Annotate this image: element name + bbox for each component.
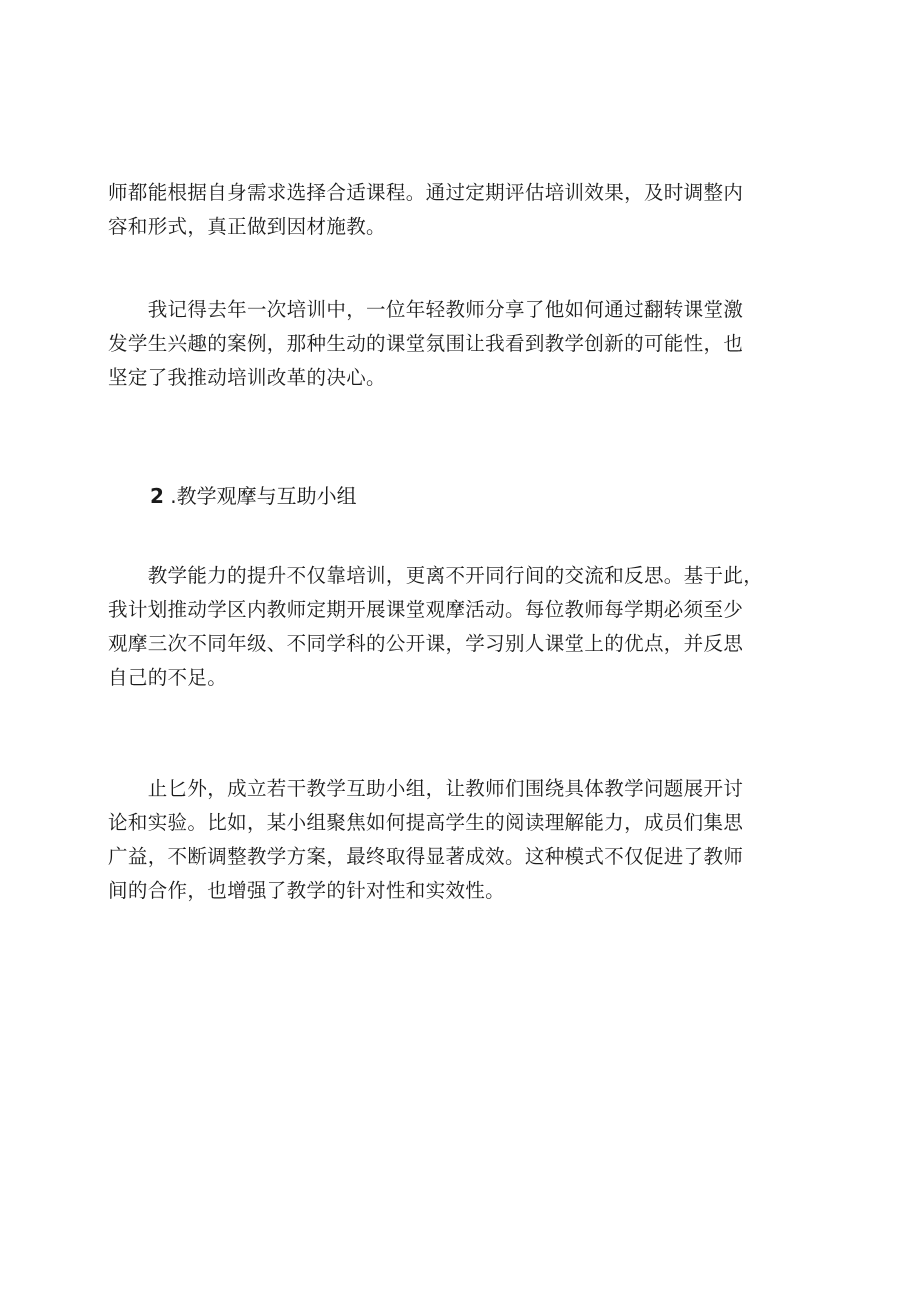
paragraph-continued (108, 176, 808, 244)
paragraph-training-story (108, 293, 808, 395)
section-heading (150, 479, 357, 513)
text-line: 自己的不足。 (108, 666, 228, 689)
text-line: 坚定了我推动培训改革的决心。 (108, 366, 386, 389)
paragraph-observation (108, 559, 808, 695)
text-line: 观摩三次不同年级、不同学科的公开课，学习别人课堂上的优点，并反思 (108, 632, 744, 655)
text-line: 我计划推动学区内教师定期开展课堂观摩活动。每位教师每学期必须至少 (108, 598, 744, 621)
section-title: .教学观摩与互助小组 (170, 484, 357, 508)
section-number: 2 (150, 484, 164, 508)
text-line: 师都能根据自身需求选择合适课程。通过定期评估培训效果，及时调整内 (108, 181, 744, 204)
text-line: 广益，不断调整教学方案，最终取得显著成效。这种模式不仅促进了教师 (108, 845, 744, 868)
text-line: 发学生兴趣的案例，那种生动的课堂氛围让我看到教学创新的可能性，也 (108, 332, 744, 355)
text-line: 论和实验。比如，某小组聚焦如何提高学生的阅读理解能力，成员们集思 (108, 811, 744, 834)
text-line: 我记得去年一次培训中，一位年轻教师分享了他如何通过翻转课堂激 (108, 298, 744, 321)
text-line: 止匕外，成立若干教学互助小组，让教师们围绕具体教学问题展开讨 (108, 777, 744, 800)
text-line: 教学能力的提升不仅靠培训，更离不开同行间的交流和反思。基于此， (108, 564, 764, 587)
text-line: 容和形式，真正做到因材施教。 (108, 215, 386, 238)
paragraph-mutual-aid-groups (108, 772, 808, 908)
text-line: 间的合作，也增强了教学的针对性和实效性。 (108, 879, 506, 902)
